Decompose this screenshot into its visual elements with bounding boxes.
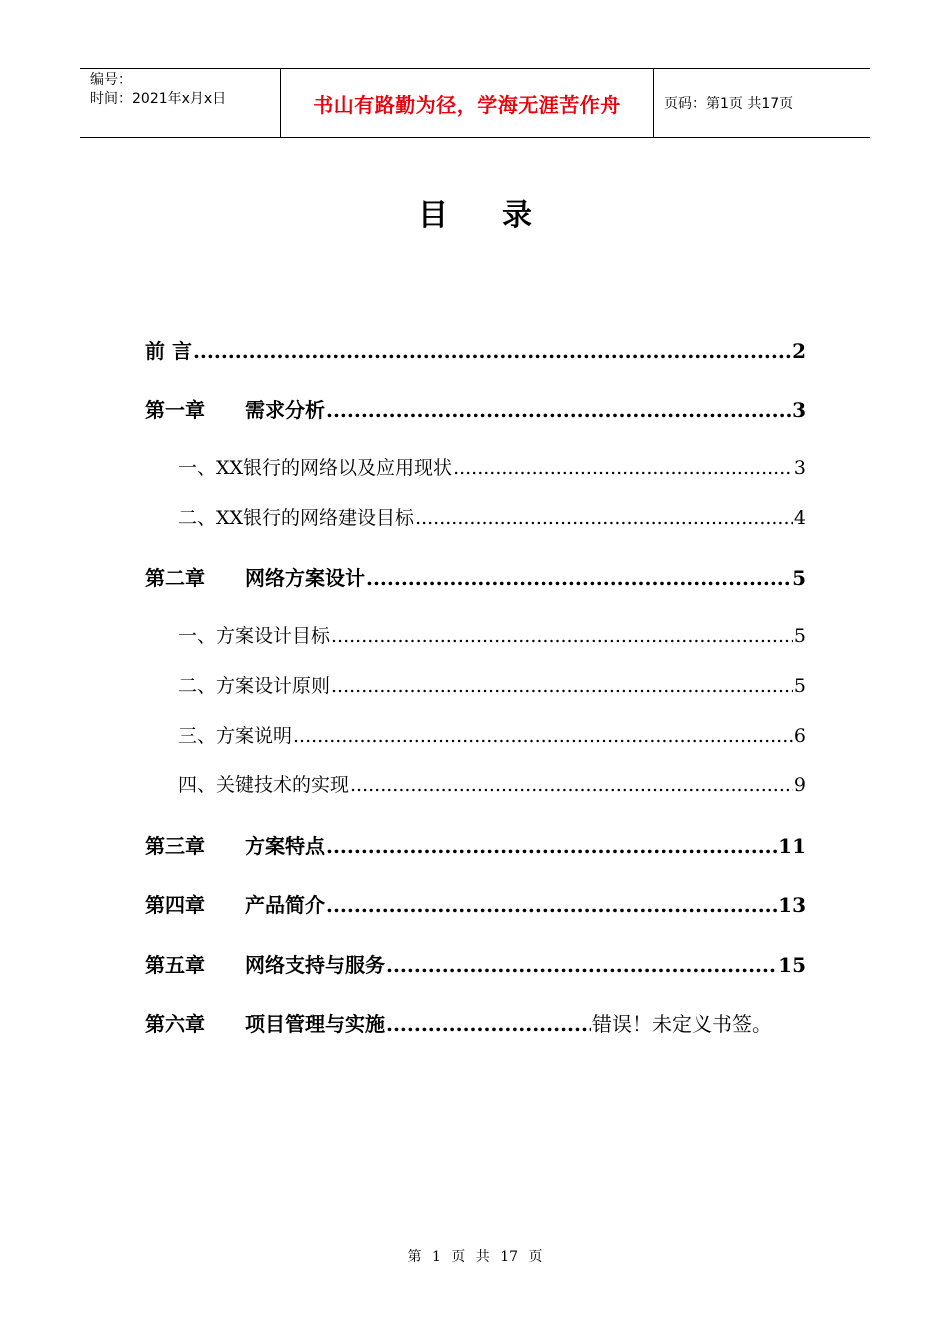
toc-page-number: 6	[793, 725, 806, 747]
toc-chapter-number: 第五章	[145, 953, 205, 977]
toc-entry-label: 三、方案说明	[178, 725, 293, 747]
toc-leader-dots	[386, 1012, 591, 1036]
toc-leader-dots	[350, 774, 793, 796]
header-page-info: 页码：第1页 共17页	[664, 96, 794, 112]
time-label: 时间：2021年x月x日	[90, 91, 227, 107]
toc-chapter-number: 第二章	[145, 566, 205, 590]
toc-page-number: 5	[792, 566, 806, 590]
toc-leader-dots	[415, 507, 793, 529]
number-label: 编号：	[90, 72, 132, 88]
toc-leader-dots	[326, 893, 777, 917]
toc-entry-chapter-1[interactable]	[145, 394, 806, 423]
toc-entry-chapter-4[interactable]	[145, 889, 806, 918]
toc-entry-1-2[interactable]	[178, 503, 806, 530]
toc-entry-chapter-6[interactable]	[145, 1008, 806, 1037]
toc-entry-2-1[interactable]	[178, 621, 806, 648]
toc-leader-dots	[326, 398, 791, 422]
toc-entry-label: 项目管理与实施	[245, 1012, 385, 1036]
toc-leader-dots	[326, 834, 777, 858]
page-header	[80, 68, 870, 138]
toc-entry-2-2[interactable]	[178, 671, 806, 698]
toc-page-number: 3	[792, 398, 806, 422]
page-footer: 第 1 页 共 17 页	[407, 1249, 543, 1265]
toc-chapter-number: 第四章	[145, 893, 205, 917]
toc-leader-dots	[331, 675, 793, 697]
toc-leader-dots	[453, 457, 793, 479]
toc-entry-label: 前 言	[145, 339, 192, 363]
toc-error-text: 错误！未定义书签。	[592, 1012, 772, 1036]
toc-page-number: 11	[778, 834, 806, 858]
header-left-cell	[80, 69, 281, 137]
toc-entry-preface[interactable]	[145, 335, 806, 364]
toc-leader-dots	[293, 725, 793, 747]
toc-entry-label: 一、XX银行的网络以及应用现状	[178, 457, 453, 479]
toc-leader-dots	[331, 625, 793, 647]
toc-page-number: 5	[793, 675, 806, 697]
toc-entry-label: 产品简介	[245, 893, 325, 917]
toc-page-number: 5	[793, 625, 806, 647]
toc-entry-label: 二、XX银行的网络建设目标	[178, 507, 415, 529]
toc-leader-dots	[193, 339, 791, 363]
toc-page-number: 2	[792, 339, 806, 363]
toc-entry-label: 方案特点	[245, 834, 325, 858]
toc-page-number: 3	[793, 457, 806, 479]
toc-entry-label: 一、方案设计目标	[178, 625, 331, 647]
toc-entry-label: 需求分析	[245, 398, 325, 422]
toc-title: 目录	[418, 198, 586, 233]
toc-entry-chapter-5[interactable]	[145, 949, 806, 978]
toc-entry-label: 二、方案设计原则	[178, 675, 331, 697]
header-motto: 书山有路勤为径，学海无涯苦作舟	[281, 69, 654, 137]
toc-entry-2-3[interactable]	[178, 721, 806, 748]
toc-leader-dots	[366, 566, 791, 590]
toc-entry-2-4[interactable]	[178, 770, 806, 797]
toc-chapter-number: 第三章	[145, 834, 205, 858]
toc-entry-label: 网络方案设计	[245, 566, 365, 590]
toc-leader-dots	[386, 953, 777, 977]
toc-entry-chapter-3[interactable]	[145, 830, 806, 859]
toc-entry-label: 四、关键技术的实现	[178, 774, 350, 796]
toc-chapter-number: 第一章	[145, 398, 205, 422]
toc-entry-chapter-2[interactable]	[145, 562, 806, 591]
toc-page-number: 15	[778, 953, 806, 977]
toc-chapter-number: 第六章	[145, 1012, 205, 1036]
toc-page-number: 13	[778, 893, 806, 917]
toc-page-number: 9	[793, 774, 806, 796]
toc-entry-label: 网络支持与服务	[245, 953, 385, 977]
toc-page-number: 4	[793, 507, 806, 529]
toc-entry-1-1[interactable]	[178, 453, 806, 480]
